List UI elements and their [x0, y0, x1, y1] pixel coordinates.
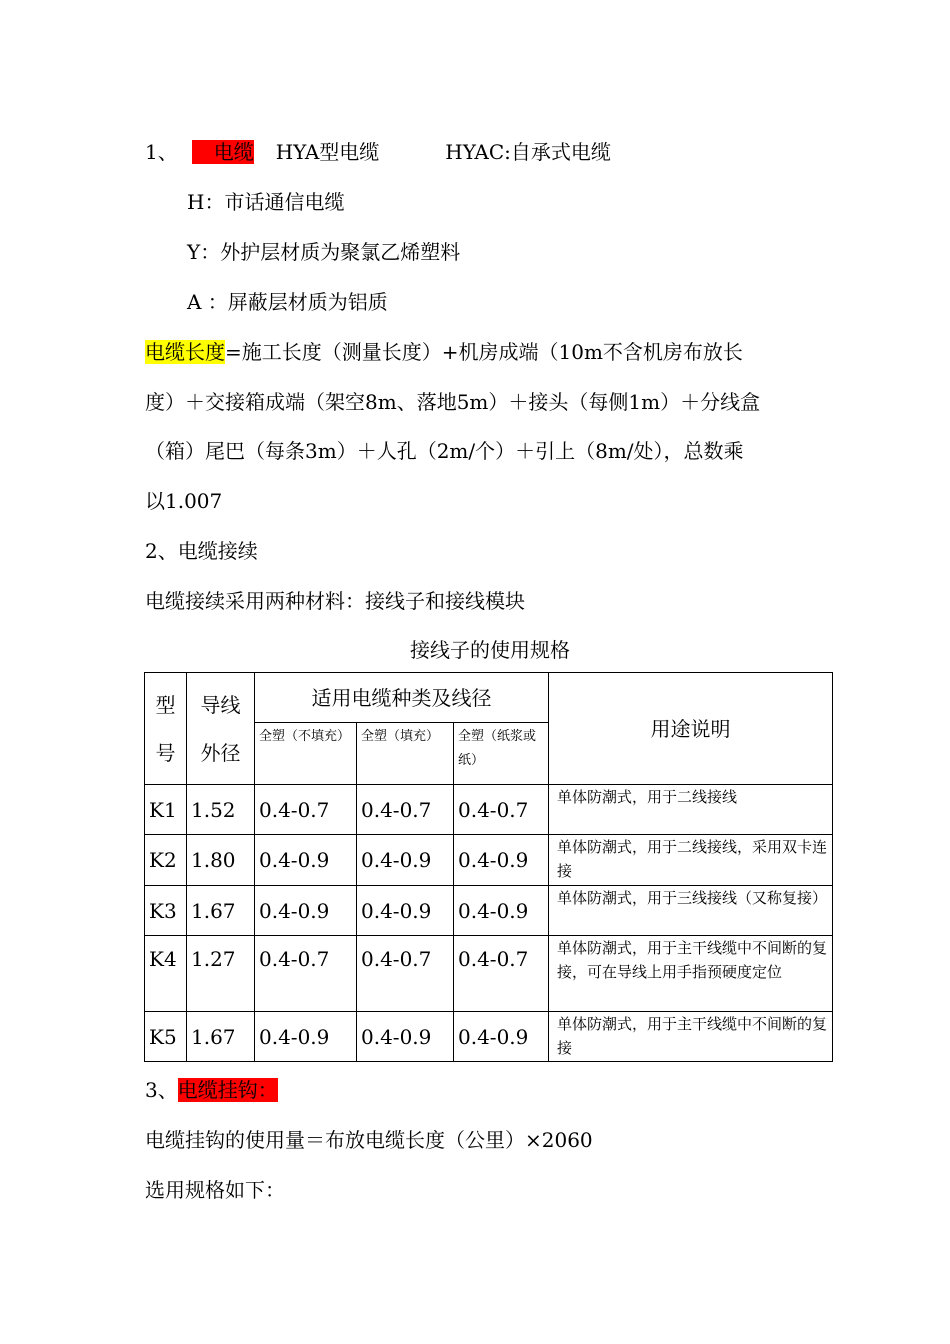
- hook-usage-formula: 电缆挂钩的使用量＝布放电缆长度（公里）×2060: [145, 1128, 593, 1152]
- section3-heading: [145, 1077, 825, 1103]
- header-cable-type: 适用电缆种类及线径: [255, 673, 549, 723]
- cell-model: K4: [145, 936, 187, 1012]
- table-row: [145, 835, 833, 886]
- cell-diameter: 1.80: [187, 835, 255, 886]
- cell-range: 0.4-0.9: [454, 1012, 549, 1062]
- section-number: 1、: [145, 140, 178, 164]
- header-sub-filled: 全塑（填充）: [357, 723, 454, 785]
- table-row: [145, 1012, 833, 1062]
- hook-spec-intro: 选用规格如下：: [145, 1178, 285, 1202]
- table-title: 接线子的使用规格: [410, 638, 570, 662]
- cell-range: 0.4-0.7: [454, 936, 549, 1012]
- cell-range: 0.4-0.9: [357, 835, 454, 886]
- cell-model: K2: [145, 835, 187, 886]
- cell-model: K5: [145, 1012, 187, 1062]
- cell-range: 0.4-0.9: [357, 1012, 454, 1062]
- header-sub-unfilled: 全塑（不填充）: [255, 723, 357, 785]
- cell-purpose: 单体防潮式，用于主干线缆中不间断的复接，可在导线上用手指预硬度定位: [549, 936, 833, 1012]
- cell-range: 0.4-0.9: [255, 835, 357, 886]
- h-definition: H：市话通信电缆: [187, 190, 345, 214]
- cell-purpose: 单体防潮式，用于二线接线，采用双卡连接: [549, 835, 833, 886]
- cell-range: 0.4-0.9: [255, 886, 357, 936]
- cell-diameter: 1.67: [187, 1012, 255, 1062]
- length-formula-line3: （箱）尾巴（每条3m）＋人孔（2m/个）＋引上（8m/处），总数乘: [145, 439, 744, 463]
- table-row: [145, 886, 833, 936]
- section1-heading: [145, 139, 825, 165]
- section-number: 3、: [145, 1078, 178, 1102]
- cell-model: K1: [145, 785, 187, 835]
- length-formula-line2: 度）＋交接箱成端（架空8m、落地5m）＋接头（每侧1m）＋分线盒: [145, 390, 761, 414]
- length-formula-line4: 以1.007: [145, 489, 223, 513]
- type-hyac: HYAC:自承式电缆: [445, 140, 611, 164]
- cell-purpose: 单体防潮式，用于二线接线: [549, 785, 833, 835]
- cell-range: 0.4-0.9: [454, 886, 549, 936]
- length-label: 电缆长度: [145, 340, 225, 364]
- header-model: 型 号: [145, 673, 187, 785]
- header-purpose: 用途说明: [549, 673, 833, 785]
- header-sub-pulp: 全塑（纸浆或纸）: [454, 723, 549, 785]
- cell-model: K3: [145, 886, 187, 936]
- highlight-hook: 电缆挂钩：: [177, 1078, 278, 1102]
- cell-diameter: 1.52: [187, 785, 255, 835]
- cell-purpose: 单体防潮式，用于主干线缆中不间断的复接: [549, 1012, 833, 1062]
- cell-purpose: 单体防潮式，用于三线接线（又称复接）: [549, 886, 833, 936]
- cell-range: 0.4-0.7: [357, 785, 454, 835]
- cell-range: 0.4-0.9: [454, 835, 549, 886]
- y-definition: Y：外护层材质为聚氯乙烯塑料: [187, 240, 461, 264]
- connector-spec-table: [144, 672, 833, 1062]
- cell-range: 0.4-0.7: [454, 785, 549, 835]
- cell-range: 0.4-0.7: [357, 936, 454, 1012]
- highlight-cable: 电缆: [192, 140, 254, 164]
- type-hya: HYA型电缆: [275, 140, 380, 164]
- section2-heading: 2、电缆接续: [145, 539, 258, 563]
- cell-range: 0.4-0.7: [255, 936, 357, 1012]
- a-definition: A ：屏蔽层材质为铝质: [187, 290, 388, 314]
- section2-intro: 电缆接续采用两种材料：接线子和接线模块: [145, 589, 525, 613]
- table-row: [145, 936, 833, 1012]
- length-formula-line1: 电缆长度=施工长度（测量长度）+机房成端（10m不含机房布放长: [145, 340, 743, 364]
- header-diameter: 导线 外径: [187, 673, 255, 785]
- table-row: [145, 785, 833, 835]
- cell-range: 0.4-0.9: [255, 1012, 357, 1062]
- cell-range: 0.4-0.9: [357, 886, 454, 936]
- cell-range: 0.4-0.7: [255, 785, 357, 835]
- cell-diameter: 1.27: [187, 936, 255, 1012]
- cell-diameter: 1.67: [187, 886, 255, 936]
